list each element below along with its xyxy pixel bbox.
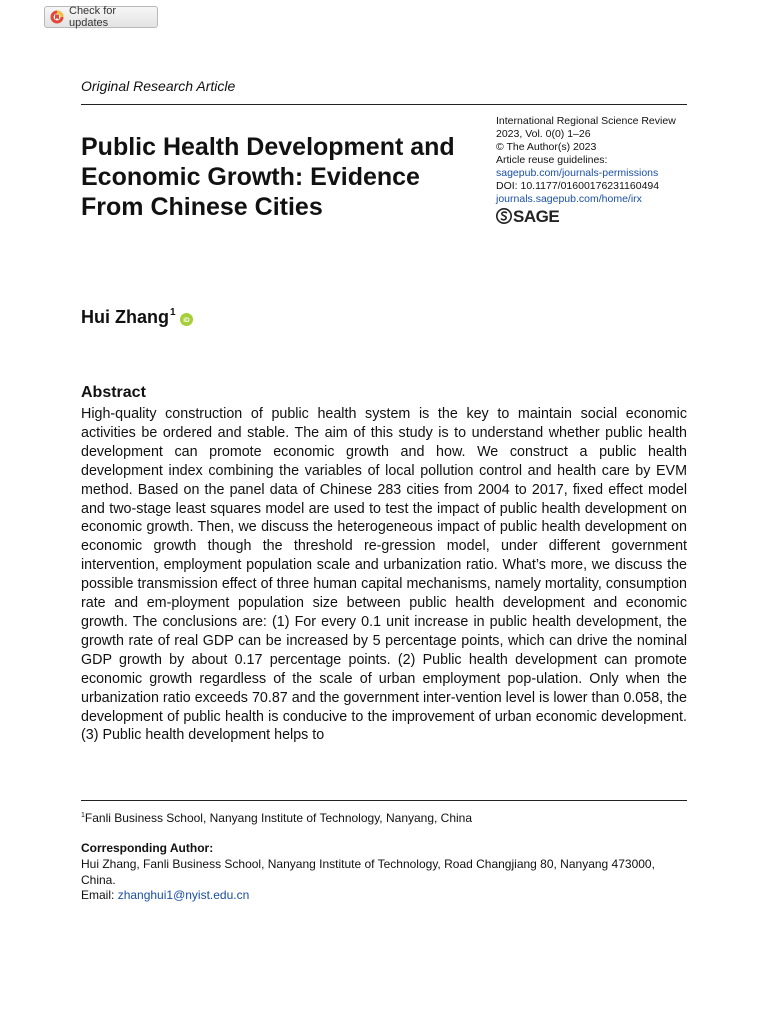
orcid-icon[interactable]: [180, 310, 193, 331]
email-line: [81, 888, 691, 904]
svg-text:iD: iD: [182, 317, 190, 324]
footnote-rule: [81, 800, 687, 801]
journal-meta: [496, 115, 696, 224]
author-affiliation-mark: 1: [170, 307, 176, 318]
corresponding-details: [81, 857, 691, 904]
sage-logo: [496, 208, 696, 224]
journal-home-link[interactable]: journals.sagepub.com/home/irx: [496, 193, 642, 205]
author-name: Hui Zhang: [81, 307, 169, 327]
doi-line: DOI: 10.1177/01600176231160494: [496, 180, 660, 192]
sage-mark-icon: [496, 208, 512, 224]
affiliation-text: Fanli Business School, Nanyang Institute of Technology, Nanyang, China: [84, 811, 473, 825]
reuse-label: Article reuse guidelines:: [496, 154, 608, 166]
abstract-text: High-quality construction of public health system is the key to maintain social economic activities be ordered and stable. The aim of this study is to understand whether public health development can promote economic growth and how. We construct a public health development index combining the variables of local pollution control and health care by EVM method. Based on the panel data of Chinese 283 cities from 2004 to 2017, fixed effect model and two-stage least squares model are used to test the impact of public health development on economic growth. Then, we discuss the heterogeneous impact of public health development on economic growth though the threshold re-gression model, under different government intervention, employment population scale and urbanization ratio. What’s more, we discuss the possible transmission effect of three human capital mechanisms, namely mortality, consumption rate and em-ployment population size between public health development and economic growth. The conclusions are: (1) For every 0.1 unit increase in public health development, the growth rate of real GDP can be increased by 5 percentage points, which can drive the nominal GDP growth by about 0.17 percentage points. (2) Public health development can promote economic growth regardless of the scale of urban employment pop-ulation. Only when the urbanization ratio exceeds 70.87 and the government inter-vention level is lower than 0.058, the development of public health is conducive to the improvement of urban economic development. (3) Public health development helps to: [81, 406, 687, 744]
journal-name: International Regional Science Review: [496, 115, 676, 127]
article-title: Public Health Development and Economic Growth: Evidence From Chinese Cities: [81, 133, 455, 221]
email-link[interactable]: zhanghui1@nyist.edu.cn: [117, 888, 250, 902]
check-for-updates-button[interactable]: [44, 6, 158, 28]
header-rule: [81, 104, 687, 105]
check-for-updates-label: Check for updates: [69, 5, 117, 29]
volume-info: 2023, Vol. 0(0) 1–26: [496, 128, 591, 140]
crossmark-icon: [50, 10, 64, 24]
affiliation-footnote: [81, 811, 472, 825]
copyright-line: © The Author(s) 2023: [496, 141, 597, 153]
article-type: Original Research Article: [81, 78, 236, 94]
sage-wordmark: SAGE: [513, 206, 560, 226]
corresponding-heading: Corresponding Author:: [81, 841, 214, 855]
author-line: [81, 307, 193, 331]
corresponding-address: Hui Zhang, Fanli Business School, Nanyang Institute of Technology, Road Changjiang 80, Nanyang 473000, China.: [81, 857, 655, 887]
affiliation-mark: 1: [81, 812, 85, 819]
abstract-heading: Abstract: [81, 384, 146, 401]
permissions-link[interactable]: sagepub.com/journals-permissions: [496, 167, 659, 179]
email-label: Email:: [81, 888, 115, 902]
